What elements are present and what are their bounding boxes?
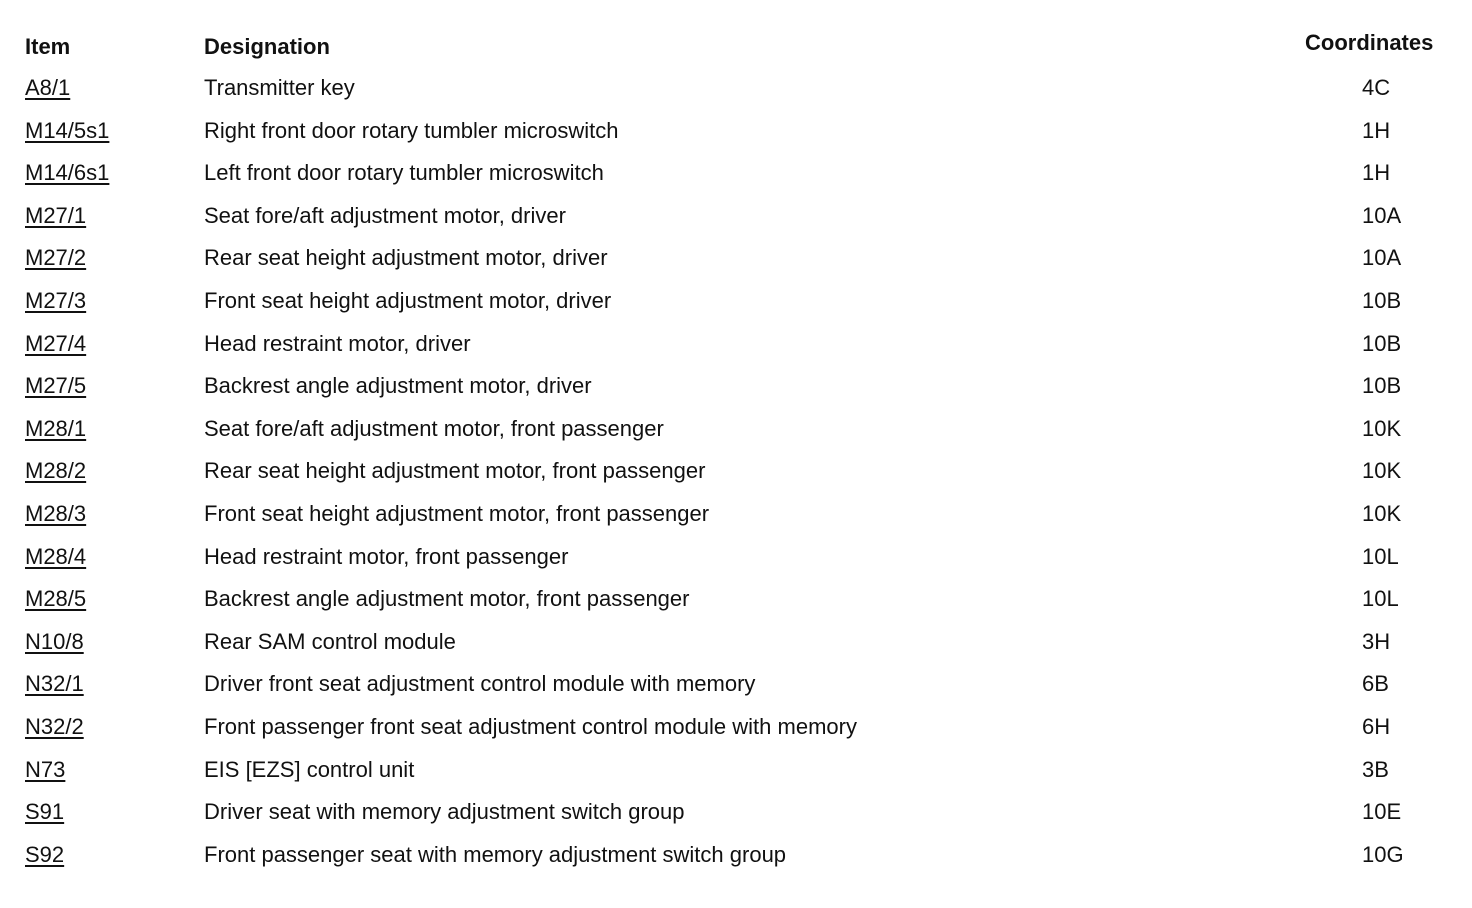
designation-text: Left front door rotary tumbler microswitch (204, 160, 604, 186)
designation-text: Front passenger seat with memory adjustment switch group (204, 841, 787, 867)
item-link[interactable]: S91 (25, 799, 65, 825)
designation-text: Head restraint motor, front passenger (204, 543, 569, 569)
header-item: Item (25, 34, 71, 59)
table-row (0, 750, 1472, 793)
table-row (0, 366, 1472, 409)
designation-text: EIS [EZS] control unit (204, 756, 415, 782)
designation-text: Rear seat height adjustment motor, front passenger (204, 458, 706, 484)
table-row (0, 664, 1472, 707)
item-link[interactable]: M14/6s1 (25, 160, 110, 186)
table-row (0, 537, 1472, 580)
table-row (0, 238, 1472, 281)
coordinates-text: 10L (1362, 586, 1399, 612)
table-row (0, 622, 1472, 665)
table-row (0, 196, 1472, 239)
item-link[interactable]: A8/1 (25, 75, 71, 100)
item-link[interactable]: N10/8 (25, 628, 84, 654)
designation-text: Seat fore/aft adjustment motor, driver (204, 202, 566, 228)
item-link[interactable]: M28/1 (25, 415, 87, 441)
designation-text: Front passenger front seat adjustment control module with memory (204, 713, 857, 739)
header-coordinates: Coordinates (1305, 30, 1434, 55)
item-link[interactable]: M27/1 (25, 202, 87, 228)
table-row (0, 68, 1472, 111)
coordinates-text: 10B (1362, 330, 1402, 356)
designation-text: Seat fore/aft adjustment motor, front passenger (204, 415, 664, 441)
item-link[interactable]: M27/3 (25, 287, 87, 313)
table-row (0, 835, 1472, 878)
table-body (0, 68, 1472, 877)
designation-text: Head restraint motor, driver (204, 330, 471, 356)
designation-text: Right front door rotary tumbler microswitch (204, 117, 619, 143)
coordinates-text: 10K (1362, 458, 1402, 484)
coordinates-text: 4C (1362, 75, 1391, 100)
designation-text: Transmitter key (204, 75, 355, 100)
coordinates-text: 10E (1362, 799, 1402, 825)
coordinates-text: 10L (1362, 543, 1399, 569)
designation-text: Backrest angle adjustment motor, driver (204, 373, 592, 399)
coordinates-text: 10G (1362, 841, 1404, 867)
designation-text: Driver seat with memory adjustment switch group (204, 799, 685, 825)
table-row (0, 111, 1472, 154)
designation-text: Backrest angle adjustment motor, front passenger (204, 586, 690, 612)
designation-text: Rear seat height adjustment motor, driver (204, 245, 608, 271)
designation-text: Front seat height adjustment motor, front passenger (204, 500, 710, 526)
table-row (0, 153, 1472, 196)
coordinates-text: 10K (1362, 415, 1402, 441)
table-row (0, 707, 1472, 750)
coordinates-text: 10B (1362, 287, 1402, 313)
table-row (0, 494, 1472, 537)
coordinates-text: 3H (1362, 628, 1391, 654)
coordinates-text: 10A (1362, 202, 1402, 228)
table-row (0, 281, 1472, 324)
table-row (0, 409, 1472, 452)
coordinates-text: 6B (1362, 671, 1389, 697)
coordinates-text: 10A (1362, 245, 1402, 271)
table-row (0, 451, 1472, 494)
item-link[interactable]: M28/5 (25, 586, 87, 612)
item-link[interactable]: N32/2 (25, 713, 84, 739)
header-designation: Designation (204, 34, 330, 59)
coordinates-text: 3B (1362, 756, 1389, 782)
table-row (0, 579, 1472, 622)
item-link[interactable]: M28/3 (25, 500, 87, 526)
item-link[interactable]: M27/5 (25, 373, 87, 399)
coordinates-text: 6H (1362, 713, 1391, 739)
item-link[interactable]: N73 (25, 756, 66, 782)
designation-text: Front seat height adjustment motor, driver (204, 287, 612, 313)
table-row (0, 792, 1472, 835)
item-link[interactable]: N32/1 (25, 671, 84, 697)
coordinates-text: 1H (1362, 160, 1391, 186)
item-link[interactable]: M28/4 (25, 543, 87, 569)
item-link[interactable]: M28/2 (25, 458, 87, 484)
item-link[interactable]: M27/4 (25, 330, 87, 356)
coordinates-text: 10B (1362, 373, 1402, 399)
coordinates-text: 10K (1362, 500, 1402, 526)
item-link[interactable]: M27/2 (25, 245, 87, 271)
coordinates-text: 1H (1362, 117, 1391, 143)
item-link[interactable]: S92 (25, 841, 65, 867)
designation-text: Driver front seat adjustment control module with memory (204, 671, 756, 697)
designation-text: Rear SAM control module (204, 628, 456, 654)
table-row (0, 324, 1472, 367)
item-link[interactable]: M14/5s1 (25, 117, 110, 143)
